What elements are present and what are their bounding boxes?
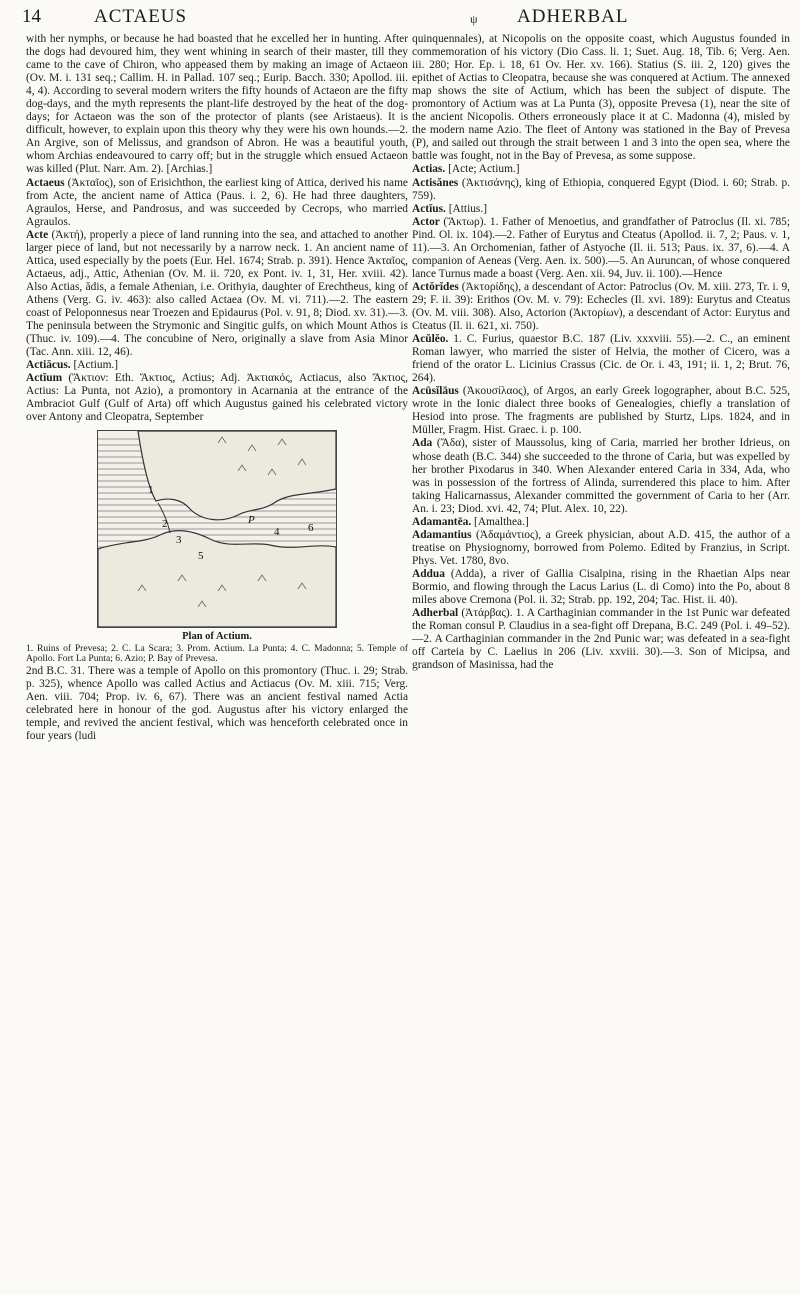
actaeon-continued: with her nymphs, or because he had boasted that he excelled her in hunting. After the dogs had devoured him, they went whining in search of their master, till they came to the cave of Chiron, who appeased them by making an image of Actaeon (Ov. M. i. 131 seq.; Callim. H. in Pallad. 107 seq.; Eurip. Bacch. 330; Apollod. iii. 4, 4). According to several modern writers the fifty hounds of Actaeon are the fifty dog-days, and the myth represents the plant-life destroyed by the heat of the dog-days; for Actaeon was the son of the protector of plants (see Aristaeus). It is difficult, however, to explain upon this theory why they were his own hounds.—2. An Argive, son of Melissus, and grandson of Abron. He was a beautiful youth, whom Archias endeavoured to carry off; but in the struggle which ensued Actaeon was killed (Plut. Narr. Am. 2). [Archias.] <box>26 33 408 176</box>
entry-text: (Ἀκταῖος), son of Erisichthon, the earliest king of Attica, derived his name from Acte, the ancient name of Attica (Paus. i. 2, 6). He had three daughters, Agraulos, Herse, and Pandrosus, and was succeeded by Cecrops, who married Agraulos. <box>26 176 408 228</box>
map-label-5: 5 <box>198 550 204 563</box>
page-number: 14 <box>22 6 41 27</box>
entry-adamantea <box>412 516 790 529</box>
headword: Acte <box>26 228 49 241</box>
entry-text: (Ἀκτορίδης), a descendant of Actor: Patroclus (Ov. M. xiii. 273, Tr. i. 9, 29; F. ii. 39): Erithos (Ov. M. v. 79): Echecles (Il. xvi. 189): Eurytus and Cteatus (Ov. M. viii. 308). Also, Actorion (Ἀκτορίων), a descendant of Actor: Eurytus and Cteatus (Il. ii. 621, xi. 750). <box>412 280 790 333</box>
headword: Adamantēa. <box>412 515 472 528</box>
actium-map <box>98 431 336 627</box>
entry-text: (Ἀκουσίλαος), of Argos, an early Greek logographer, about B.C. 525, wrote in the Ionic dialect three books of Genealogies, chiefly a translation of Hesiod into prose. The fragments are published by Sturtz, Lips. 1824, and in Müller, Fragm. Hist. Graec. i. p. 100. <box>412 385 790 437</box>
southern-coast <box>98 531 336 627</box>
figure-legend: 1. Ruins of Prevesa; 2. C. La Scara; 3. Prom. Actium. La Punta; 4. C. Madonna; 5. Temple of Apollo. Fort La Punta; 6. Azio; P. Bay of Prevesa. <box>26 642 408 665</box>
headword: Actiăcus. <box>26 359 71 372</box>
entry-adherbal <box>412 607 790 672</box>
entry-actius <box>412 203 790 216</box>
headword: Adamantius <box>412 528 472 541</box>
entry-text: [Acte; Actium.] <box>448 163 520 176</box>
headword: Actĭus. <box>412 202 446 215</box>
map-label-4: 4 <box>274 526 280 539</box>
entry-text: (Ἀτάρβας). 1. A Carthaginian commander in the 1st Punic war defeated the Roman consul P. Claudius in a sea-fight off Drepana, B.C. 249 (Pol. i. 49–52).—2. A Carthaginian commander in the 2nd Punic war; was defeated in a sea-fight off Carteia by C. Laelius in 206 (Liv. xxviii. 30).—3. Son of Micipsa, and grandson of Masinissa, had the <box>412 607 790 672</box>
entry-actias <box>412 163 790 176</box>
figure-caption <box>26 632 408 665</box>
entry-actorides <box>412 281 790 333</box>
actium-continued-right: quinquennales), at Nicopolis on the opposite coast, which Augustus founded in commemoration of his victory (Dio Cass. li. 1; Suet. Aug. 18, Tib. 6; Verg. Aen. iii. 280; Hor. Ep. i. 18, 61 Ov. Her. xv. 166). Statius (S. iii. 2, 120) gives the epithet of Actias to Cleopatra, because she was conquered at Actium. The annexed map shows the site of Actium, which has been the subject of dispute. The promontory of Actium was at La Punta (3), opposite Prevesa (1), near the site of the ancient Nicopolis. Others erroneously place it at C. Madonna (4), misled by the modern name Azio. The fleet of Antony was stationed in the Bay of Prevesa (P), and sailed out through the strait between 1 and 3 into the open sea, where the battle was fought, not in the Bay of Prevesa, as some suppose. <box>412 33 790 163</box>
entry-actium <box>26 372 408 424</box>
map-label-1: 1 <box>148 484 154 497</box>
left-heading: ACTAEUS <box>94 6 188 27</box>
running-header <box>22 6 780 30</box>
entry-text: (Ἄδα), sister of Maussolus, king of Caria, married her brother Idrieus, on whose death (B.C. 344) she succeeded to the throne of Caria, but was expelled by her brother Pixodarus in 340. When Alexander entered Caria in 334, Ada, who was in possession of the fortress of Alinda, surrendered this place to him. After taking Halicarnassus, Alexander committed the government of Caria to her (Arr. An. i. 23; Diod. xvi. 42, 74; Plut. Alex. 10, 22). <box>412 437 790 515</box>
entry-text: (Ἀκτισάνης), king of Ethiopia, conquered Egypt (Diod. i. 60; Strab. p. 759). <box>412 176 790 202</box>
entry-aculeo <box>412 333 790 385</box>
headword: Acŭlĕo. <box>412 333 449 346</box>
map-label-p: P <box>248 514 255 527</box>
left-column <box>26 33 408 743</box>
entry-text: (Adda), a river of Gallia Cisalpina, rising in the Rhaetian Alps near Bormio, and flowing through the Lacus Larius (L. di Como) into the Po, about 8 miles above Cremona (Pol. ii. 32; Strab. pp. 192, 204; Tac. Hist. ii. 40). <box>412 567 790 607</box>
entry-acusilaus <box>412 385 790 437</box>
entry-text: 1. C. Furius, quaestor B.C. 187 (Liv. xxxviii. 55).—2. C., an eminent Roman lawyer, who married the sister of Helvia, the mother of Cicero, was a friend of the orator L. Licinius Crassus (Cic. de Or. i. 43, 191; ii. 1, 2; Brut. 76, 264). <box>412 333 790 385</box>
entry-text: (Ἄκτωρ). 1. Father of Menoetius, and grandfather of Patroclus (Il. xi. 785; Pind. Ol. ix. 104).—2. Father of Eurytus and Cteatus (Apollod. ii. 7, 2; Paus. v. 1, 11).—3. An Orchomenian, father of Astyoche (Il. ii. 513; Paus. ix. 37, 6).—4. A companion of Aeneas (Verg. Aen. ix. 500).—5. An Auruncan, of whose conquered lance Turnus made a boast (Verg. Aen. xii. 94, Juv. ii. 100).—Hence <box>412 215 790 280</box>
headword: Addua <box>412 567 445 580</box>
actium-map-figure <box>97 430 337 628</box>
actium-continued: 2nd B.C. 31. There was a temple of Apollo on this promontory (Thuc. i. 29; Strab. p. 325), whence Apollo was called Actius and Actiacus (Ov. M. xiii. 715; Verg. Aen. viii. 704; Prop. iv. 6, 67). There was an ancient festival named Actia celebrated here in honour of the god. Augustus after his victory enlarged the temple, and revived the ancient festival, which was henceforth celebrated once in four years (ludi <box>26 664 408 743</box>
headword: Actaeus <box>26 176 65 189</box>
entry-addua <box>412 568 790 607</box>
entry-actiacus <box>26 359 408 372</box>
headword: Actor <box>412 215 440 228</box>
headword: Actias. <box>412 163 446 176</box>
entry-actisanes <box>412 177 790 203</box>
entry-actor <box>412 216 790 281</box>
headword: Ada <box>412 437 433 450</box>
northern-coast <box>138 431 336 520</box>
headword: Adherbal <box>412 607 459 620</box>
headword: Actŏrĭdes <box>412 280 459 293</box>
map-label-6: 6 <box>308 522 314 535</box>
entry-text: [Attius.] <box>448 202 488 215</box>
entry-ada <box>412 437 790 515</box>
map-label-2: 2 <box>162 518 168 531</box>
entry-text: (Ἀκτή), properly a piece of land running into the sea, and attached to another larger piece of land, but not necessarily by a narrow neck. 1. An ancient name of Attica, used especially by the poets (Eur. Hel. 1674; Strab. p. 391). Hence Ἀκταῖος, Actaeus, adj., Attic, Athenian (Ov. M. ii. 720, ex Pont. iv. 1, 31, Her. xviii. 42). Also Actias, ădis, a female Athenian, i.e. Orithyia, daughter of Erechtheus, king of Athens (Verg. G. iv. 463): also called Actaea (Ov. M. vi. 711).—2. The eastern coast of Peloponnesus near Troezen and Epidaurus (Pol. v. 91, 8; Diod. xv. 31).—3. The peninsula between the Strymonic and Singitic gulfs, on which Mount Athos is (Thuc. iv. 109).—4. The concubine of Nero, originally a slave from Asia Minor (Tac. Ann. xiii. 12, 46). <box>26 228 408 359</box>
right-column <box>412 33 790 672</box>
entry-text: [Amalthea.] <box>474 515 529 528</box>
entry-text: [Actium.] <box>73 359 119 372</box>
figure-title: Plan of Actium. <box>182 631 252 643</box>
entry-acte <box>26 229 408 359</box>
headword: Acūsĭlāus <box>412 385 459 398</box>
printer-mark: ψ <box>470 12 478 26</box>
entry-text: (Ἄκτιον: Eth. Ἄκτιος, Actius; Adj. Ἀκτιακός, Actiacus, also Ἄκτιος, Actius: La Punta, not Azio), a promontory in Acarnania at the entrance of the Ambraciot Gulf (Gulf of Arta) off which Augustus gained his celebrated victory over Antony and Cleopatra, September <box>26 372 408 424</box>
entry-adamantius <box>412 529 790 568</box>
headword: Actisănes <box>412 176 459 189</box>
headword: Actĭum <box>26 372 63 385</box>
entry-actaeus <box>26 177 408 229</box>
map-label-3: 3 <box>176 534 182 547</box>
entry-text: (Ἀδαμάντιος), a Greek physician, about A.D. 415, the author of a treatise on Physiognomy, borrowed from Polemo. Edited by Franzius, in Script. Phys. Vet. 1780, 8vo. <box>412 528 790 567</box>
right-heading: ADHERBAL <box>517 6 629 27</box>
